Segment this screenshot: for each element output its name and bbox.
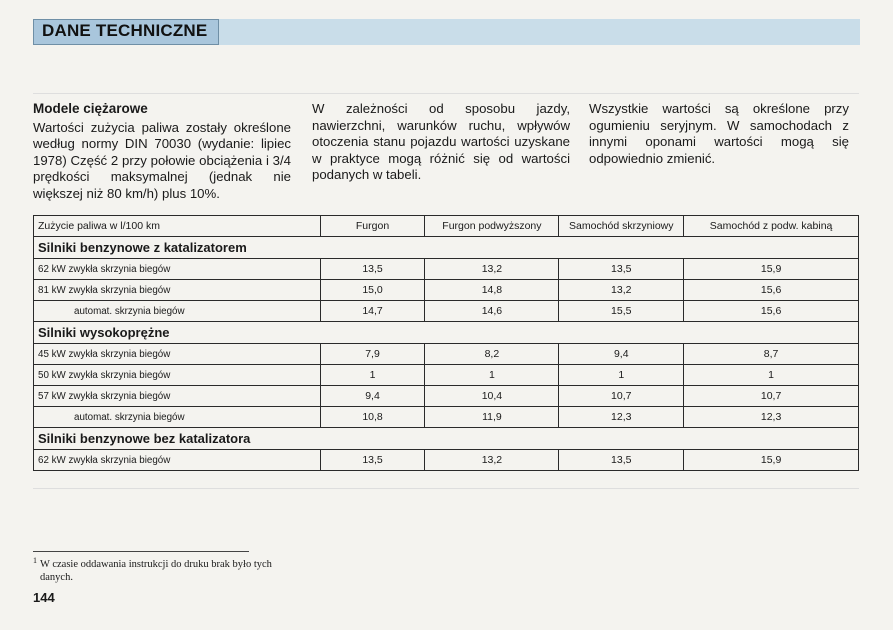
value-cell: 11,9 bbox=[425, 407, 559, 428]
header-cell: Zużycie paliwa w l/100 km bbox=[34, 216, 321, 237]
table-row bbox=[34, 259, 859, 280]
row-label: 62 kW zwykła skrzynia biegów bbox=[34, 259, 321, 280]
value-cell: 10,4 bbox=[425, 386, 559, 407]
section-title: DANE TECHNICZNE bbox=[42, 21, 208, 40]
ghost-rule bbox=[33, 93, 859, 94]
table-header-row bbox=[34, 216, 859, 237]
footnote-rule bbox=[33, 551, 249, 552]
table-row bbox=[34, 407, 859, 428]
footnote-text: W czasie oddawania instrukcji do druku brak było tych danych. bbox=[40, 559, 272, 583]
table-row bbox=[34, 301, 859, 322]
row-label: automat. skrzynia biegów bbox=[34, 407, 321, 428]
ghost-rule bbox=[33, 488, 859, 489]
value-cell: 1 bbox=[320, 365, 425, 386]
value-cell: 13,5 bbox=[559, 450, 684, 471]
header-cell: Samochód z podw. kabiną bbox=[684, 216, 859, 237]
value-cell: 13,2 bbox=[425, 259, 559, 280]
row-label: 45 kW zwykła skrzynia biegów bbox=[34, 344, 321, 365]
value-cell: 14,8 bbox=[425, 280, 559, 301]
value-cell: 9,4 bbox=[320, 386, 425, 407]
value-cell: 13,2 bbox=[425, 450, 559, 471]
section-row bbox=[34, 428, 859, 450]
section-title-cell: Silniki benzynowe z katalizatorem bbox=[34, 237, 859, 259]
value-cell: 1 bbox=[684, 365, 859, 386]
table-row bbox=[34, 450, 859, 471]
intro-column-1 bbox=[33, 101, 291, 202]
fuel-consumption-table bbox=[33, 215, 859, 471]
table-row bbox=[34, 344, 859, 365]
value-cell: 13,2 bbox=[559, 280, 684, 301]
value-cell: 10,7 bbox=[559, 386, 684, 407]
value-cell: 13,5 bbox=[320, 259, 425, 280]
footnote-mark: 1 bbox=[33, 556, 37, 565]
intro-column-3 bbox=[589, 101, 849, 167]
section-row bbox=[34, 322, 859, 344]
value-cell: 10,8 bbox=[320, 407, 425, 428]
header-cell: Furgon podwyższony bbox=[425, 216, 559, 237]
intro-text-2: W zależności od sposobu jazdy, nawierzchni, warunków ruchu, wpływów otoczenia stanu pojazdu wartości uzyskane w praktyce mogą różnić się od wartości podanych w tabeli. bbox=[312, 101, 570, 182]
value-cell: 15,5 bbox=[559, 301, 684, 322]
value-cell: 15,6 bbox=[684, 280, 859, 301]
table-row bbox=[34, 365, 859, 386]
intro-text-3: Wszystkie wartości są określone przy ogumieniu seryjnym. W samochodach z innymi oponami wartości mogą się odpowiednio zmienić. bbox=[589, 101, 849, 166]
value-cell: 15,6 bbox=[684, 301, 859, 322]
value-cell: 12,3 bbox=[559, 407, 684, 428]
row-label: automat. skrzynia biegów bbox=[34, 301, 321, 322]
value-cell: 13,5 bbox=[320, 450, 425, 471]
value-cell: 15,9 bbox=[684, 450, 859, 471]
intro-column-2 bbox=[312, 101, 570, 184]
value-cell: 8,2 bbox=[425, 344, 559, 365]
intro-heading: Modele ciężarowe bbox=[33, 101, 148, 116]
header-cell: Samochód skrzyniowy bbox=[559, 216, 684, 237]
value-cell: 14,7 bbox=[320, 301, 425, 322]
value-cell: 15,0 bbox=[320, 280, 425, 301]
value-cell: 9,4 bbox=[559, 344, 684, 365]
value-cell: 8,7 bbox=[684, 344, 859, 365]
value-cell: 1 bbox=[425, 365, 559, 386]
value-cell: 7,9 bbox=[320, 344, 425, 365]
row-label: 81 kW zwykła skrzynia biegów bbox=[34, 280, 321, 301]
table-row bbox=[34, 280, 859, 301]
section-row bbox=[34, 237, 859, 259]
table-row bbox=[34, 386, 859, 407]
header-cell: Furgon bbox=[320, 216, 425, 237]
value-cell: 15,9 bbox=[684, 259, 859, 280]
section-title-cell: Silniki benzynowe bez katalizatora bbox=[34, 428, 859, 450]
value-cell: 10,7 bbox=[684, 386, 859, 407]
value-cell: 14,6 bbox=[425, 301, 559, 322]
page-number: 144 bbox=[33, 590, 55, 605]
row-label: 57 kW zwykła skrzynia biegów bbox=[34, 386, 321, 407]
value-cell: 1 bbox=[559, 365, 684, 386]
intro-text-1: Wartości zużycia paliwa zostały określone według normy DIN 70030 (wydanie: lipiec 1978) Część 2 przy połowie obciążenia i 3/4 prędkości maksymalnej (jednak nie większej niż 80 km/h) plus 10%. bbox=[33, 119, 291, 201]
row-label: 62 kW zwykła skrzynia biegów bbox=[34, 450, 321, 471]
row-label: 50 kW zwykła skrzynia biegów bbox=[34, 365, 321, 386]
value-cell: 13,5 bbox=[559, 259, 684, 280]
value-cell: 12,3 bbox=[684, 407, 859, 428]
section-title-cell: Silniki wysokoprężne bbox=[34, 322, 859, 344]
